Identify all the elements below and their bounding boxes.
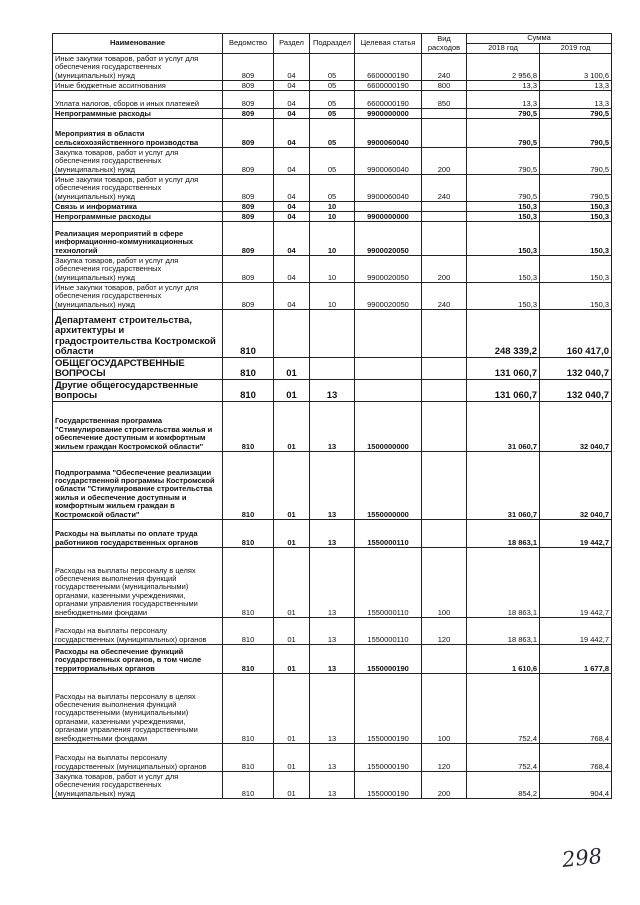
row-dept: 810 [223,674,274,744]
table-row [53,54,612,81]
table-row [53,202,612,212]
row-name: Расходы на выплаты персоналу государственных (муниципальных) органов [53,618,223,645]
row-value-2019: 160 417,0 [540,310,612,358]
row-subsection: 05 [310,81,355,91]
row-name: Расходы на выплаты по оплате труда работников государственных органов [53,520,223,548]
col-header-sum: Сумма [467,34,612,44]
row-dept: 810 [223,645,274,674]
row-value-2018: 150,3 [467,212,540,222]
row-exptype [422,202,467,212]
row-name: Департамент строительства, архитектуры и градостроительства Костромской области [53,310,223,358]
table-row [53,212,612,222]
row-value-2019: 768,4 [540,744,612,772]
row-target: 6600000190 [355,81,422,91]
budget-table [52,33,612,799]
table-row [53,744,612,772]
row-subsection: 13 [310,548,355,618]
row-value-2018: 790,5 [467,119,540,148]
row-value-2019: 132 040,7 [540,380,612,402]
row-section: 04 [274,109,310,119]
row-target: 9900060040 [355,148,422,175]
row-dept: 809 [223,91,274,109]
handwritten-page-number: 298 [560,843,604,873]
table-row [53,618,612,645]
row-exptype [422,119,467,148]
row-name: Подпрограмма "Обеспечение реализации государственной программы Костромской области "Стимулирование строительства жилья и обеспечение доступным и комфортным жильем граждан в Костромской области" [53,452,223,520]
row-dept: 809 [223,81,274,91]
row-subsection: 05 [310,54,355,81]
row-section: 01 [274,772,310,799]
row-value-2019: 19 442,7 [540,520,612,548]
row-exptype [422,520,467,548]
row-value-2019: 150,3 [540,256,612,283]
row-subsection: 13 [310,402,355,452]
col-header-target: Целевая статья [355,34,422,54]
row-value-2018: 2 956,8 [467,54,540,81]
col-header-section: Раздел [274,34,310,54]
row-subsection: 10 [310,212,355,222]
row-subsection: 10 [310,222,355,256]
row-dept: 809 [223,109,274,119]
table-row [53,402,612,452]
row-name: Мероприятия в области сельскохозяйственного производства [53,119,223,148]
row-exptype: 240 [422,175,467,202]
row-target: 6600000190 [355,54,422,81]
row-exptype: 850 [422,91,467,109]
row-target [355,310,422,358]
row-section: 01 [274,674,310,744]
row-value-2018: 31 060,7 [467,452,540,520]
row-section [274,310,310,358]
row-dept: 810 [223,744,274,772]
row-dept: 810 [223,402,274,452]
row-name: Иные бюджетные ассигнования [53,81,223,91]
col-header-name: Наименование [53,34,223,54]
row-value-2018: 790,5 [467,109,540,119]
row-value-2018: 150,3 [467,283,540,310]
row-value-2019: 32 040,7 [540,452,612,520]
row-value-2018: 248 339,2 [467,310,540,358]
table-row [53,548,612,618]
row-target [355,358,422,380]
row-value-2018: 18 863,1 [467,520,540,548]
table-row [53,772,612,799]
row-target: 1550000110 [355,520,422,548]
row-section: 04 [274,175,310,202]
row-exptype: 200 [422,256,467,283]
row-subsection: 13 [310,744,355,772]
row-subsection: 05 [310,91,355,109]
row-target: 9900020050 [355,222,422,256]
row-value-2018: 854,2 [467,772,540,799]
table-row [53,358,612,380]
row-value-2019: 1 677,8 [540,645,612,674]
row-section: 01 [274,548,310,618]
row-target: 1550000190 [355,744,422,772]
row-section: 01 [274,380,310,402]
table-row [53,674,612,744]
row-dept: 810 [223,618,274,645]
row-name: Непрограммные расходы [53,109,223,119]
table-row [53,109,612,119]
row-exptype [422,109,467,119]
row-name: Закупка товаров, работ и услуг для обеспечения государственных (муниципальных) нужд [53,148,223,175]
row-value-2019: 768,4 [540,674,612,744]
row-dept: 809 [223,175,274,202]
row-name: Государственная программа "Стимулирование строительства жилья и обеспечение доступным и комфортным жильем граждан Костромской области" [53,402,223,452]
row-value-2018: 13,3 [467,91,540,109]
row-section: 04 [274,91,310,109]
row-value-2018: 31 060,7 [467,402,540,452]
row-value-2019: 904,4 [540,772,612,799]
table-row [53,175,612,202]
table-row [53,380,612,402]
row-exptype: 800 [422,81,467,91]
row-target: 9900020050 [355,283,422,310]
row-section: 04 [274,148,310,175]
row-name: Иные закупки товаров, работ и услуг для обеспечения государственных (муниципальных) нужд [53,54,223,81]
row-value-2018: 18 863,1 [467,618,540,645]
table-row [53,119,612,148]
row-value-2019: 790,5 [540,119,612,148]
row-subsection: 05 [310,148,355,175]
row-exptype: 100 [422,674,467,744]
row-value-2018: 150,3 [467,256,540,283]
row-section: 01 [274,520,310,548]
row-target: 1550000190 [355,645,422,674]
row-target: 1550000190 [355,772,422,799]
row-value-2018: 131 060,7 [467,380,540,402]
row-value-2018: 13,3 [467,81,540,91]
row-dept: 809 [223,148,274,175]
row-value-2019: 13,3 [540,81,612,91]
row-name: Другие общегосударственные вопросы [53,380,223,402]
row-name: Закупка товаров, работ и услуг для обеспечения государственных (муниципальных) нужд [53,772,223,799]
table-row [53,310,612,358]
row-dept: 810 [223,310,274,358]
row-subsection: 05 [310,175,355,202]
table-row [53,81,612,91]
row-dept: 809 [223,54,274,81]
row-section: 04 [274,202,310,212]
col-header-2018: 2018 год [467,44,540,54]
row-value-2018: 18 863,1 [467,548,540,618]
row-value-2019: 13,3 [540,91,612,109]
table-row [53,91,612,109]
row-dept: 809 [223,222,274,256]
row-section: 01 [274,618,310,645]
row-exptype [422,310,467,358]
col-header-subsection: Подраздел [310,34,355,54]
row-subsection: 13 [310,452,355,520]
row-dept: 810 [223,772,274,799]
row-section: 01 [274,744,310,772]
row-target: 1550000000 [355,452,422,520]
row-value-2019: 19 442,7 [540,548,612,618]
row-section: 04 [274,54,310,81]
row-subsection: 10 [310,256,355,283]
row-value-2018: 790,5 [467,148,540,175]
row-value-2019: 150,3 [540,283,612,310]
row-exptype [422,402,467,452]
row-value-2018: 790,5 [467,175,540,202]
row-exptype: 100 [422,548,467,618]
row-subsection: 05 [310,109,355,119]
row-exptype [422,645,467,674]
row-value-2019: 150,3 [540,212,612,222]
col-header-exptype: Вид расходов [422,34,467,54]
row-name: Уплата налогов, сборов и иных платежей [53,91,223,109]
row-target: 9900020050 [355,256,422,283]
row-target: 1550000190 [355,674,422,744]
col-header-dept: Ведомство [223,34,274,54]
col-header-2019: 2019 год [540,44,612,54]
row-value-2019: 32 040,7 [540,402,612,452]
row-subsection: 13 [310,772,355,799]
row-exptype: 200 [422,772,467,799]
row-dept: 809 [223,283,274,310]
row-value-2019: 790,5 [540,175,612,202]
table-row [53,222,612,256]
row-target: 1500000000 [355,402,422,452]
row-subsection: 13 [310,618,355,645]
row-exptype: 120 [422,618,467,645]
row-exptype [422,380,467,402]
row-target: 6600000190 [355,91,422,109]
row-dept: 810 [223,548,274,618]
row-value-2019: 132 040,7 [540,358,612,380]
row-name: Связь и информатика [53,202,223,212]
row-exptype: 240 [422,54,467,81]
row-subsection: 13 [310,674,355,744]
row-section: 04 [274,119,310,148]
row-subsection: 10 [310,202,355,212]
row-dept: 810 [223,358,274,380]
row-exptype [422,212,467,222]
row-section: 01 [274,358,310,380]
row-name: Закупка товаров, работ и услуг для обеспечения государственных (муниципальных) нужд [53,256,223,283]
row-value-2019: 19 442,7 [540,618,612,645]
row-section: 04 [274,222,310,256]
row-value-2018: 752,4 [467,674,540,744]
row-value-2019: 3 100,6 [540,54,612,81]
row-name: Иные закупки товаров, работ и услуг для обеспечения государственных (муниципальных) нужд [53,283,223,310]
row-section: 04 [274,212,310,222]
row-section: 04 [274,256,310,283]
row-value-2019: 790,5 [540,109,612,119]
table-row [53,452,612,520]
row-name: Расходы на выплаты персоналу государственных (муниципальных) органов [53,744,223,772]
row-value-2019: 790,5 [540,148,612,175]
row-name: ОБЩЕГОСУДАРСТВЕННЫЕ ВОПРОСЫ [53,358,223,380]
table-row [53,283,612,310]
row-dept: 809 [223,256,274,283]
row-name: Непрограммные расходы [53,212,223,222]
row-value-2019: 150,3 [540,202,612,212]
row-target: 1550000110 [355,618,422,645]
row-dept: 810 [223,520,274,548]
row-dept: 810 [223,452,274,520]
row-subsection: 13 [310,520,355,548]
row-exptype [422,452,467,520]
row-section: 04 [274,81,310,91]
table-row [53,645,612,674]
row-exptype: 240 [422,283,467,310]
row-exptype [422,222,467,256]
row-name: Расходы на обеспечение функций государственных органов, в том числе территориальных органов [53,645,223,674]
row-section: 01 [274,402,310,452]
row-exptype [422,358,467,380]
row-subsection: 05 [310,119,355,148]
row-section: 01 [274,645,310,674]
row-section: 01 [274,452,310,520]
row-value-2018: 150,3 [467,202,540,212]
row-value-2018: 1 610,6 [467,645,540,674]
table-row [53,148,612,175]
row-subsection: 10 [310,283,355,310]
row-name: Расходы на выплаты персоналу в целях обеспечения выполнения функций государственными (муниципальными) органами, казенными учреждениями, органами управления государственными внебюджетными фондами [53,674,223,744]
row-value-2019: 150,3 [540,222,612,256]
row-dept: 809 [223,212,274,222]
row-value-2018: 752,4 [467,744,540,772]
row-subsection [310,310,355,358]
row-target [355,202,422,212]
row-section: 04 [274,283,310,310]
row-target: 9900000000 [355,109,422,119]
row-subsection: 13 [310,380,355,402]
row-dept: 810 [223,380,274,402]
row-value-2018: 150,3 [467,222,540,256]
row-exptype: 120 [422,744,467,772]
row-name: Расходы на выплаты персоналу в целях обеспечения выполнения функций государственными (муниципальными) органами, казенными учреждениями, органами управления государственными внебюджетными фондами [53,548,223,618]
row-exptype: 200 [422,148,467,175]
row-target: 1550000110 [355,548,422,618]
row-target: 9900060040 [355,119,422,148]
table-body [53,54,612,799]
row-target: 9900000000 [355,212,422,222]
row-name: Реализация мероприятий в сфере информационно-коммуникационных технологий [53,222,223,256]
row-value-2018: 131 060,7 [467,358,540,380]
row-subsection [310,358,355,380]
row-target: 9900060040 [355,175,422,202]
row-dept: 809 [223,119,274,148]
row-target [355,380,422,402]
row-dept: 809 [223,202,274,212]
table-row [53,256,612,283]
table-row [53,520,612,548]
row-name: Иные закупки товаров, работ и услуг для обеспечения государственных (муниципальных) нужд [53,175,223,202]
row-subsection: 13 [310,645,355,674]
